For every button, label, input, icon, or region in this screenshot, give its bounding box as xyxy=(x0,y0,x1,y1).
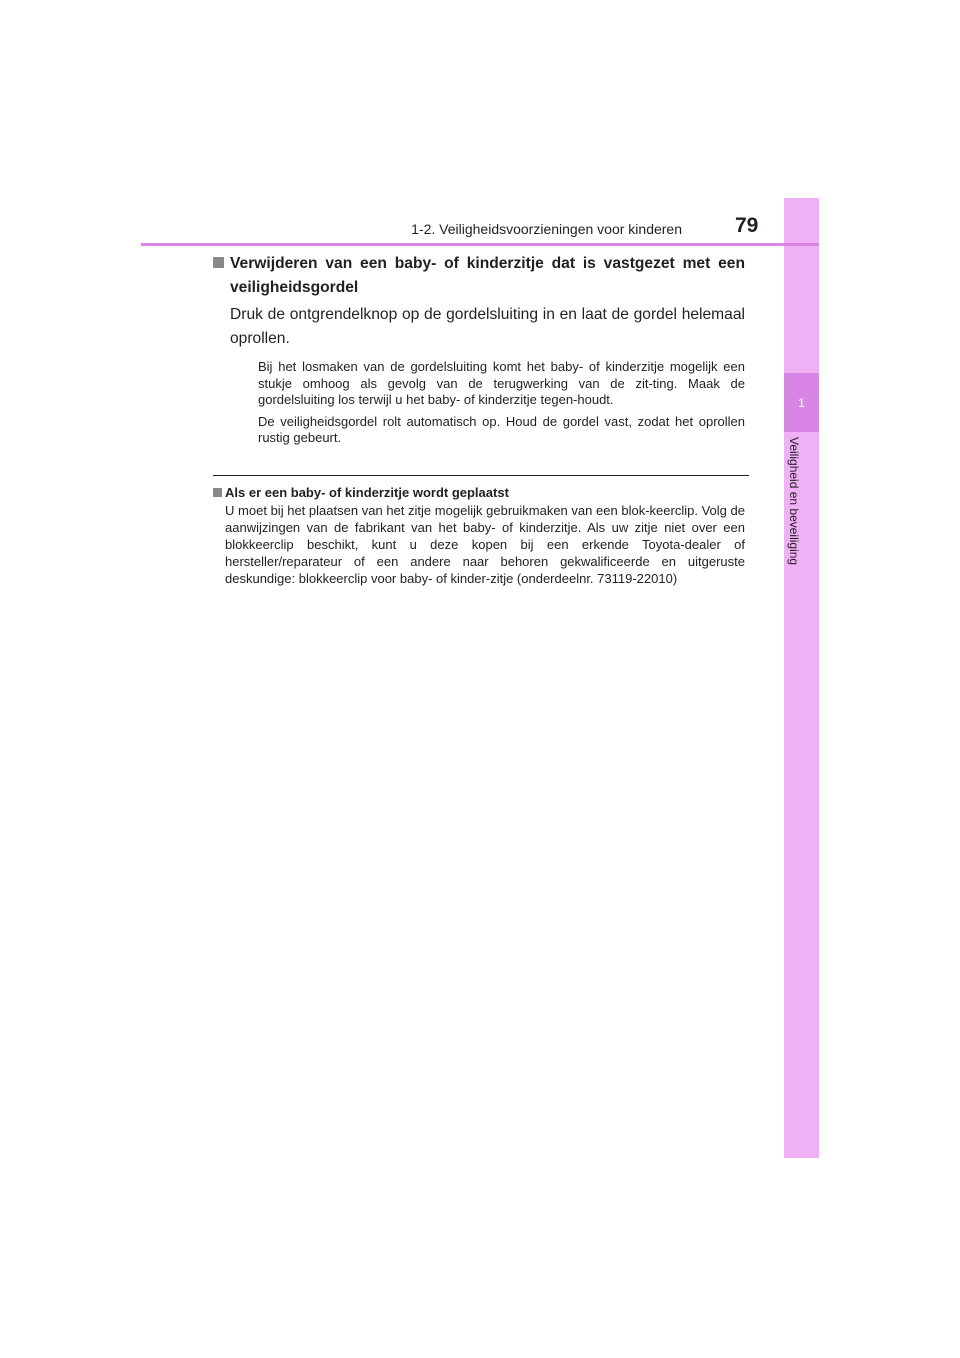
side-tab xyxy=(784,198,819,1158)
page-number: 79 xyxy=(735,214,759,237)
square-bullet-icon xyxy=(213,257,224,268)
header-rule xyxy=(141,243,819,246)
chapter-label: Veiligheid en beveiliging xyxy=(787,437,801,566)
note-paragraph: De veiligheidsgordel rolt automatisch op. Houd de gordel vast, zodat het oprollen rustig gebeurt. xyxy=(258,413,745,445)
section-remove-child-seat xyxy=(213,252,745,452)
section-divider xyxy=(213,475,749,476)
header-title: 1-2. Veiligheidsvoorzieningen voor kinderen xyxy=(411,221,682,237)
body-text: U moet bij het plaatsen van het zitje mogelijk gebruikmaken van een blok-keerclip. Volg de aanwijzingen van de fabrikant van het baby- of kinderzitje. Als uw zitje niet over een blokkeerclip beschikt, kunt u deze kopen bij een erkende Toyota-dealer of hersteller/reparateur of een andere naar behoren gekwalificeerde en uitgeruste deskundige: blokkeerclip voor baby- of kinder-zitje (onderdeelnr. 73119-22010) xyxy=(225,503,745,586)
note-paragraph: Bij het losmaken van de gordelsluiting komt het baby- of kinderzitje mogelijk een stukje omhoog als gevolg van de terugwerking van de zit-ting. Maak de gordelsluiting los terwijl u het baby- of kinderzitje tegen-houdt. xyxy=(258,359,745,407)
square-bullet-icon xyxy=(213,488,222,497)
subsection-heading: Als er een baby- of kinderzitje wordt geplaatst xyxy=(225,485,509,500)
section-heading: Verwijderen van een baby- of kinderzitje dat is vastgezet met een veiligheidsgordel xyxy=(230,255,745,296)
instruction-text: Druk de ontgrendelknop op de gordelsluiting in en laat de gordel helemaal oprollen. xyxy=(230,306,745,347)
section-child-seat-installed xyxy=(213,484,745,587)
chapter-number: 1 xyxy=(784,373,819,432)
